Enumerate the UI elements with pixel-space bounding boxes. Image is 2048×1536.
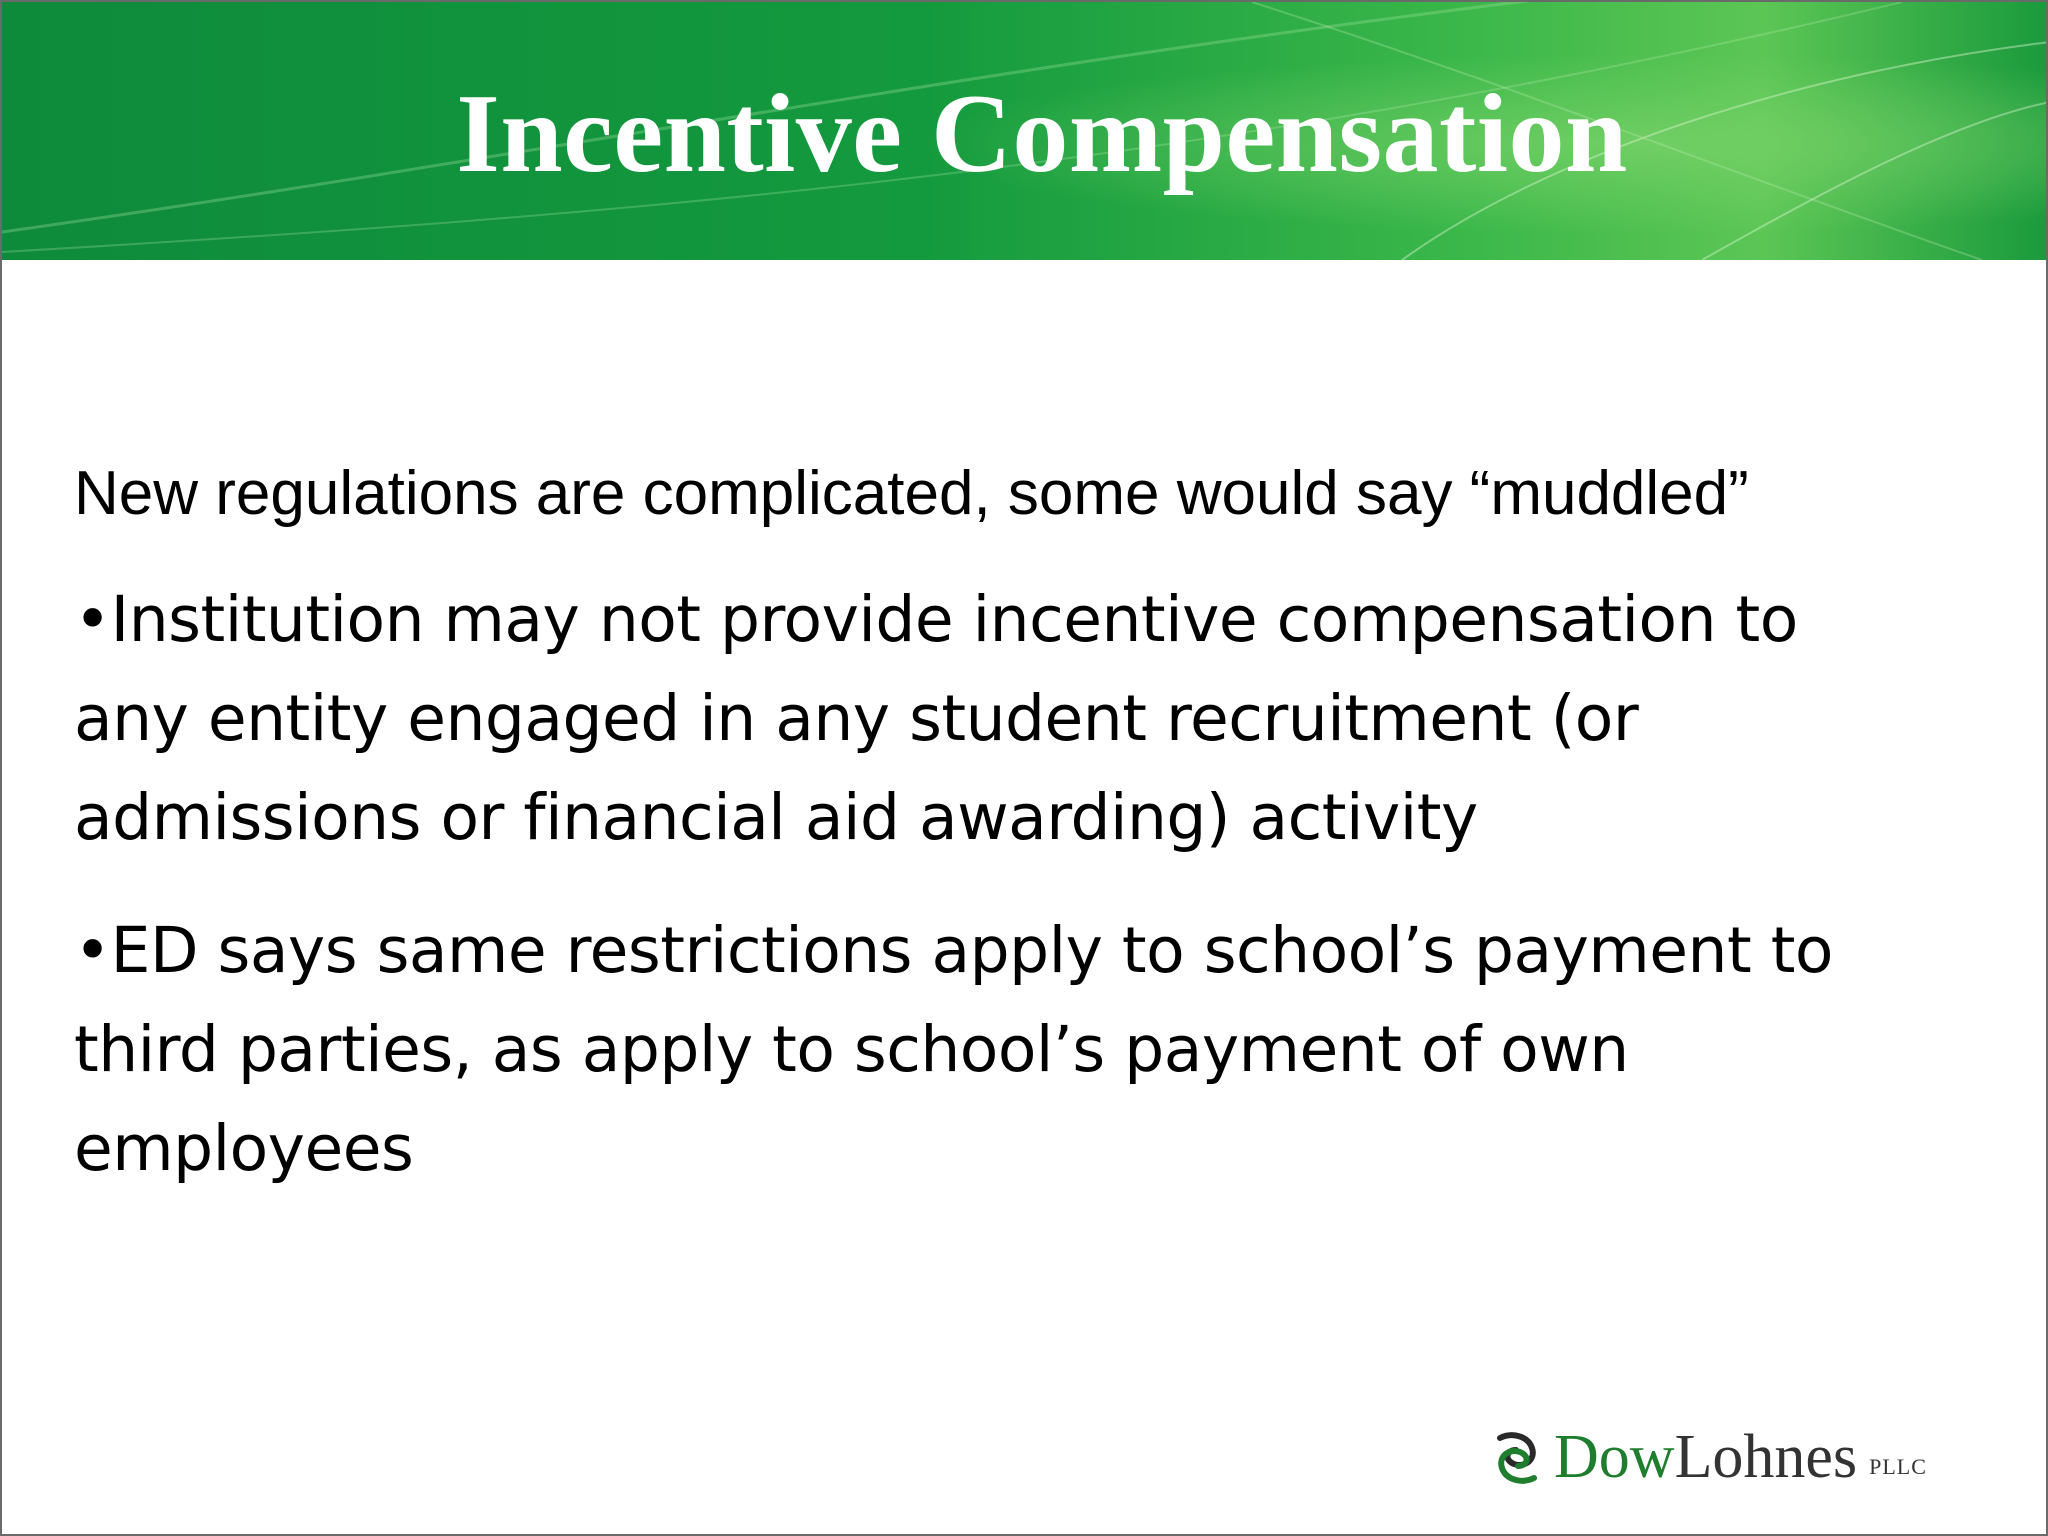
bullet-line: any entity engaged in any student recruitment (or — [74, 682, 1639, 755]
dowlohnes-logo-mark-icon — [1494, 1430, 1540, 1486]
slide-title: Incentive Compensation — [456, 72, 1628, 196]
bullet-point — [74, 901, 1974, 1198]
header-banner — [2, 2, 2048, 260]
bullet-line: employees — [74, 1112, 414, 1185]
logo-suffix: PLLC — [1869, 1454, 1927, 1479]
bullet-line: •ED says same restrictions apply to school’s payment to — [74, 914, 1833, 987]
bullet-point — [74, 570, 1974, 867]
intro-text: New regulations are complicated, some would say “muddled” — [74, 459, 1749, 528]
logo-name-lohnes: Lohnes — [1674, 1423, 1858, 1491]
bullet-line: •Institution may not provide incentive compensation to — [74, 583, 1798, 656]
bullet-line: third parties, as apply to school’s payment of own — [74, 1013, 1629, 1086]
company-logo — [1494, 1422, 1927, 1492]
logo-name-dow: Dow — [1554, 1423, 1675, 1491]
bullet-line: admissions or financial aid awarding) activity — [74, 781, 1478, 854]
